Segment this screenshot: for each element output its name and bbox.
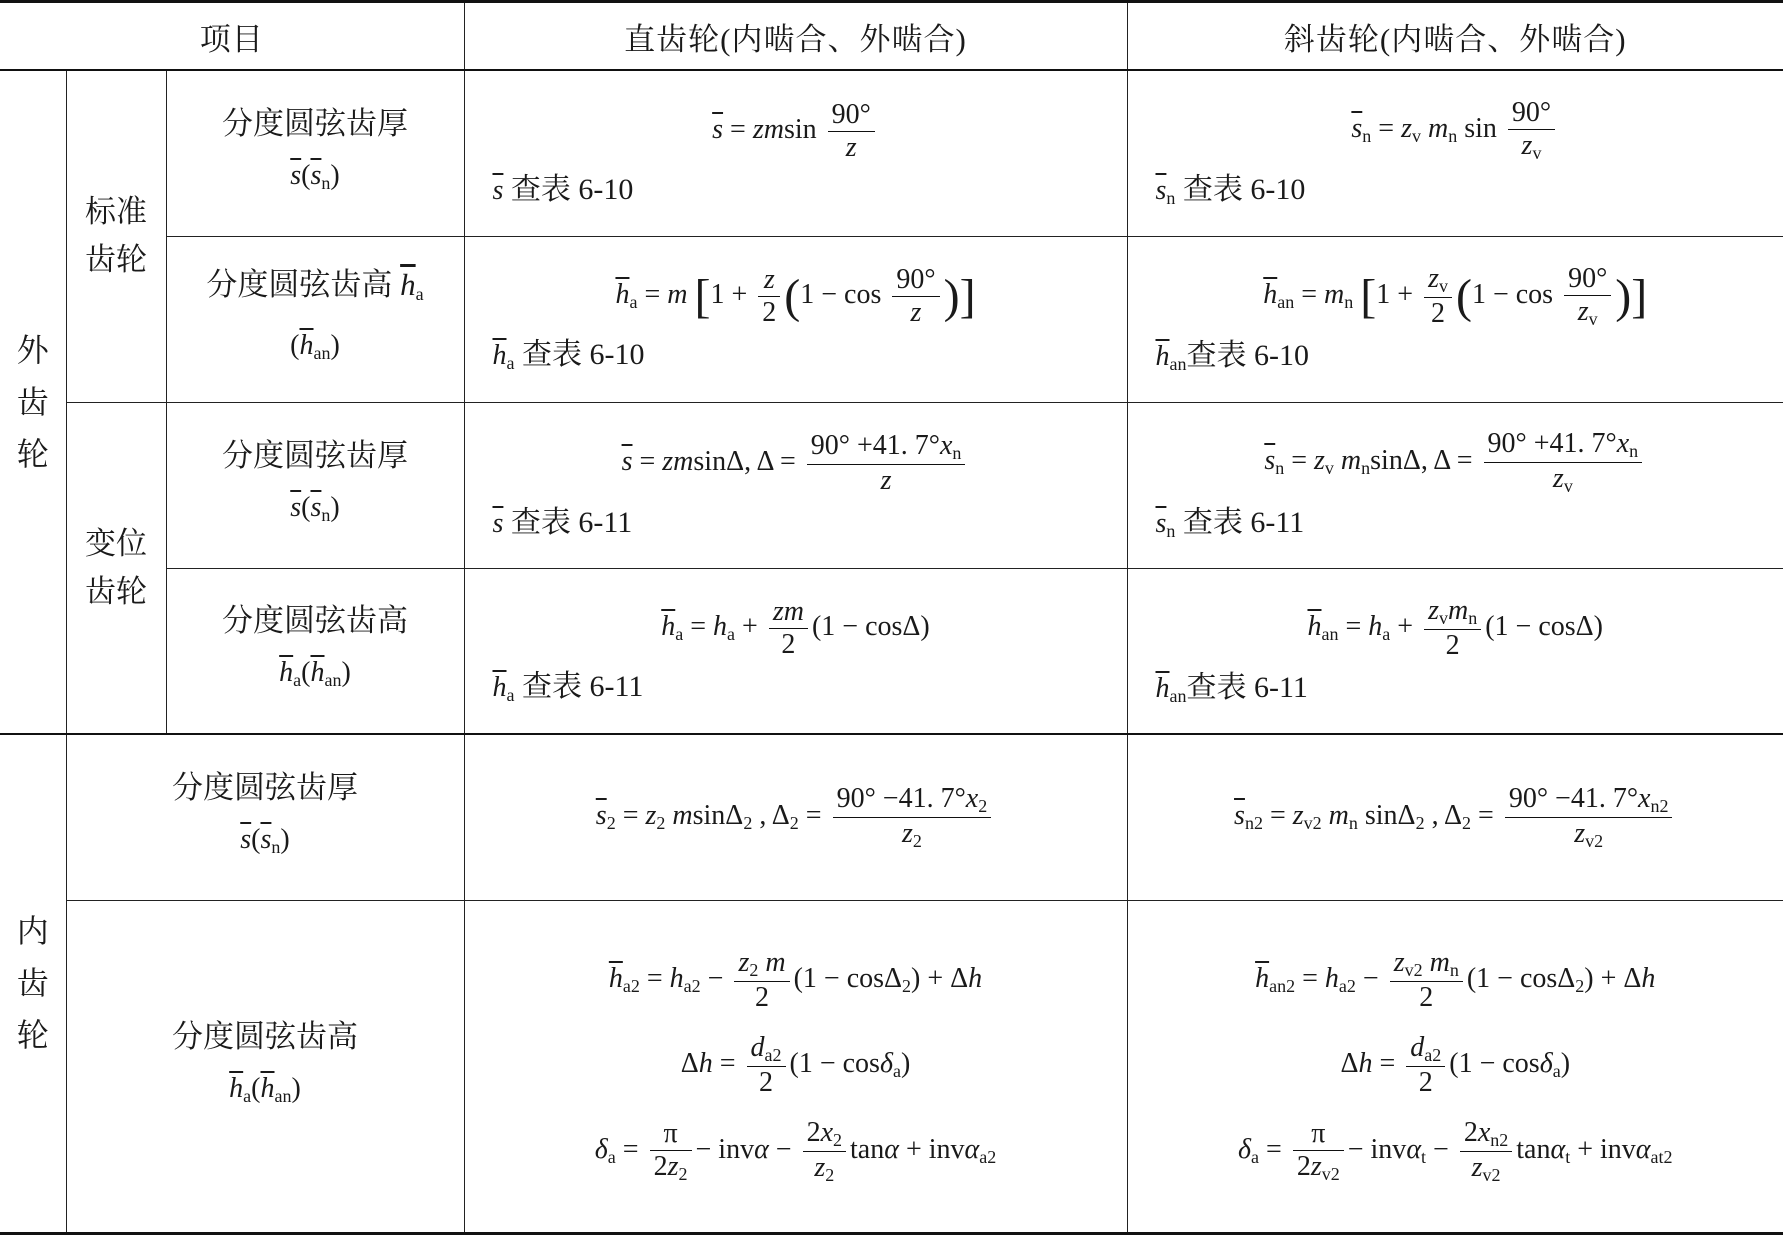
formula-spur-int-thickness — [464, 734, 1127, 900]
table-reference: $\overline{h}an$查表 6-11 — [1128, 662, 1783, 717]
formula-helical-std-height — [1127, 236, 1783, 402]
item-symbol: $\overline{s}(\overline{s}n)$ — [167, 150, 464, 209]
item-label: 分度圆弦齿高 — [222, 603, 408, 638]
formula-spur-std-height — [464, 236, 1127, 402]
item-symbol: $\overline{h}a(\overline{h}an)$ — [67, 1063, 464, 1122]
table-reference: $\overline{s}$ 查表 6-10 — [465, 164, 1127, 218]
item-label: 分度圆弦齿厚 — [222, 438, 408, 473]
group-standard-gear — [66, 70, 166, 402]
formula-line: $\overline{s}2 = z2$ msinΔ2 , Δ2 = $\frac{90^\circ -41. 7^\circ x2}{z2}$ — [465, 783, 1127, 852]
item-std-chordal-thickness — [166, 70, 464, 236]
item-label: 分度圆弦齿厚 — [172, 770, 358, 805]
formula-line: $\overline{s}n$ = zv mn sin $\frac{90^\circ}{zv}$ — [1128, 87, 1783, 164]
formula-line: Δh = $\frac{da2}{2}$ (1 − cosδa) — [1128, 1032, 1783, 1099]
formula-spur-mod-height — [464, 568, 1127, 734]
formula-line: $\overline{s} = zmsin\Delta$, Δ = $\frac{90^\circ +41. 7^\circ xn}{z}$ — [465, 420, 1127, 497]
formula-helical-mod-height — [1127, 568, 1783, 734]
item-label: 分度圆弦齿厚 — [222, 106, 408, 141]
group-standard-label: 标准齿轮 — [80, 188, 152, 284]
item-symbol: $\overline{s}(\overline{s}n)$ — [167, 482, 464, 541]
formula-helical-mod-thickness — [1127, 402, 1783, 568]
formula-line: $\overline{s}n$ = zv mnsinΔ, Δ = $\frac{90^\circ +41. 7^\circ xn}{zv}$ — [1128, 418, 1783, 497]
header-spur-gear: 直齿轮(内啮合、外啮合) — [464, 2, 1127, 71]
formula-line: $\overline{s}n2 = zv2$ mn sinΔ2 , Δ2 = $\frac{90^\circ -41. 7^\circ xn2}{zv2}$ — [1128, 783, 1783, 852]
formula-line: $\overline{h}a = m$ [1 + $\frac{z}{2}$ (1 − cos $\frac{90^\circ}{z}$ )] — [465, 254, 1127, 329]
table-reference: $\overline{s}n$ 查表 6-10 — [1128, 164, 1783, 219]
item-symbol: $\overline{s}(\overline{s}n)$ — [67, 814, 464, 873]
table-reference: $\overline{h}a$ 查表 6-10 — [465, 329, 1127, 384]
formula-helical-int-thickness — [1127, 734, 1783, 900]
formula-line: δa = $\frac{\pi}{2z2}$ − invα − $\frac{2x2}{z2}$ tanα + invαa2 — [465, 1117, 1127, 1186]
group-modified-label: 变位齿轮 — [80, 520, 152, 616]
item-mod-chordal-thickness — [166, 402, 464, 568]
item-label: 分度圆弦齿高 $\overline{h}a$ — [206, 267, 423, 302]
group-external-gear — [0, 70, 66, 734]
formula-line: $\overline{h}a2 = ha2$ − $\frac{z2 m}{2}$ (1 − cosΔ2) + Δh — [465, 947, 1127, 1014]
table-reference: $\overline{s}$ 查表 6-11 — [465, 497, 1127, 551]
group-internal-gear — [0, 734, 66, 1233]
item-mod-chordal-height — [166, 568, 464, 734]
table-reference: $\overline{h}a$ 查表 6-11 — [465, 661, 1127, 716]
formula-spur-mod-thickness — [464, 402, 1127, 568]
formula-helical-int-height — [1127, 900, 1783, 1233]
formula-line: Δh = $\frac{da2}{2}$ (1 − cosδa) — [465, 1032, 1127, 1099]
item-label: 分度圆弦齿高 — [172, 1019, 358, 1054]
formula-spur-int-height — [464, 900, 1127, 1233]
group-external-label: 外 齿 轮 — [0, 324, 66, 480]
header-helical-gear: 斜齿轮(内啮合、外啮合) — [1127, 2, 1783, 71]
formula-line: δa = $\frac{\pi}{2zv2}$ − invαt − $\frac{2xn2}{zv2}$ tanαt + invαat2 — [1128, 1117, 1783, 1186]
item-symbol: $\overline{h}a(\overline{h}an)$ — [167, 647, 464, 706]
header-item: 项目 — [0, 2, 464, 71]
item-int-chordal-thickness — [66, 734, 464, 900]
item-std-chordal-height — [166, 236, 464, 402]
formula-line: $\overline{h}an2 = ha2$ − $\frac{zv2 mn}{2}$ (1 − cosΔ2) + Δh — [1128, 947, 1783, 1014]
group-modified-gear — [66, 402, 166, 734]
item-int-chordal-height — [66, 900, 464, 1233]
formula-line: $\overline{h}a$ = ha + $\frac{zm}{2}$ (1 − cosΔ) — [465, 586, 1127, 661]
table-reference: $\overline{s}n$ 查表 6-11 — [1128, 497, 1783, 552]
item-symbol: $(\overline{h}an)$ — [167, 320, 464, 379]
formula-helical-std-thickness — [1127, 70, 1783, 236]
group-internal-label: 内 齿 轮 — [0, 905, 66, 1061]
formula-line: $\overline{s} = zmsin$ $\frac{90^\circ}{z}$ — [465, 89, 1127, 164]
table-reference: $\overline{h}an$查表 6-10 — [1128, 330, 1783, 385]
formula-spur-std-thickness — [464, 70, 1127, 236]
formula-line: $\overline{h}an$ = mn [1 + $\frac{zv}{2}$ (1 − cos $\frac{90^\circ}{zv}$ )] — [1128, 253, 1783, 330]
formula-line: $\overline{h}an$ = ha + $\frac{\text{zvmn}}{2}$ (1 − cosΔ) — [1128, 585, 1783, 662]
